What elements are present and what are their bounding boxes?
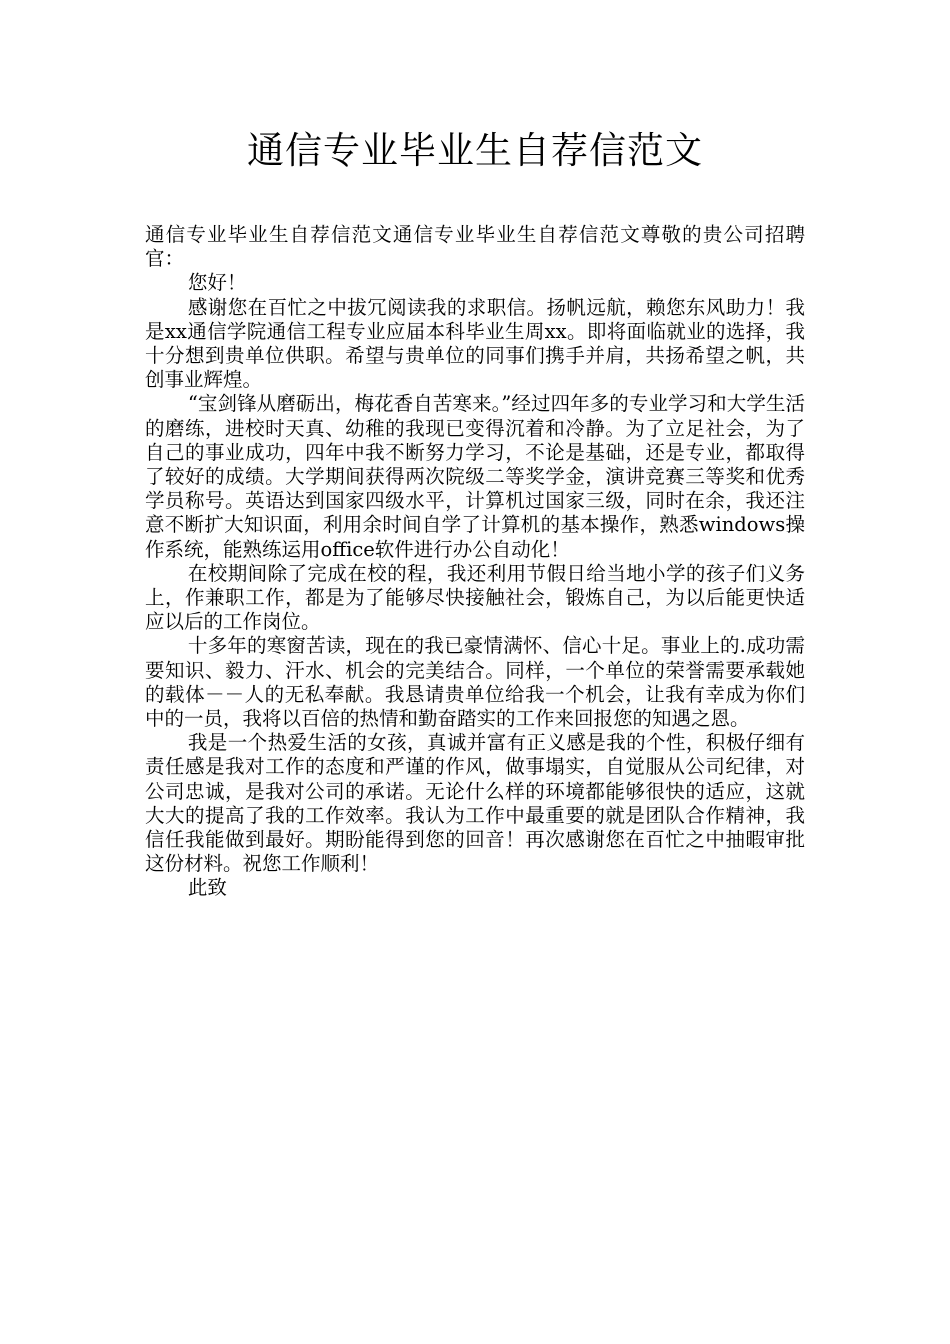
paragraph-practice: 在校期间除了完成在校的程，我还利用节假日给当地小学的孩子们义务上，作兼职工作，都是为了能够尽快接触社会，锻炼自己，为以后能更快适应以后的工作岗位。: [145, 561, 805, 634]
paragraph-personality: 我是一个热爱生活的女孩，真诚并富有正义感是我的个性，积极仔细有责任感是我对工作的态度和严谨的作风，做事塌实，自觉服从公司纪律，对公司忠诚，是我对公司的承诺。无论什么样的环境都能够很快的适应，这就大大的提高了我的工作效率。我认为工作中最重要的就是团队合作精神，我信任我能做到最好。期盼能得到您的回音！再次感谢您在百忙之中抽暇审批这份材料。祝您工作顺利！: [145, 731, 805, 876]
document-title: 通信专业毕业生自荐信范文: [247, 129, 703, 172]
document-body: [145, 223, 805, 901]
paragraph-study: “宝剑锋从磨砺出，梅花香自苦寒来。”经过四年多的专业学习和大学生活的磨练，进校时天真、幼稚的我现已变得沉着和冷静。为了立足社会，为了自己的事业成功，四年中我不断努力学习，不论是基础，还是专业，都取得了较好的成绩。大学期间获得两次院级二等奖学金，演讲竞赛三等奖和优秀学员称号。英语达到国家四级水平，计算机过国家三级，同时在余，我还注意不断扩大知识面，利用余时间自学了计算机的基本操作，熟悉windows操作系统，能熟练运用office软件进行办公自动化！: [145, 392, 805, 561]
paragraph-request: 十多年的寒窗苦读，现在的我已豪情满怀、信心十足。事业上的.成功需要知识、毅力、汗水、机会的完美结合。同样，一个单位的荣誉需要承载她的载体－－人的无私奉献。我恳请贵单位给我一个机会，让我有幸成为你们中的一员，我将以百倍的热情和勤奋踏实的工作来回报您的知遇之恩。: [145, 634, 805, 731]
opening-line: 通信专业毕业生自荐信范文通信专业毕业生自荐信范文尊敬的贵公司招聘官：: [145, 223, 805, 271]
greeting: 您好！: [187, 271, 247, 295]
closing: 此致: [187, 876, 227, 900]
paragraph-intro: 感谢您在百忙之中拔冗阅读我的求职信。扬帆远航，赖您东风助力！我是xx通信学院通信工程专业应届本科毕业生周xx。即将面临就业的选择，我十分想到贵单位供职。希望与贵单位的同事们携手并肩，共扬希望之帆，共创事业辉煌。: [145, 295, 805, 392]
